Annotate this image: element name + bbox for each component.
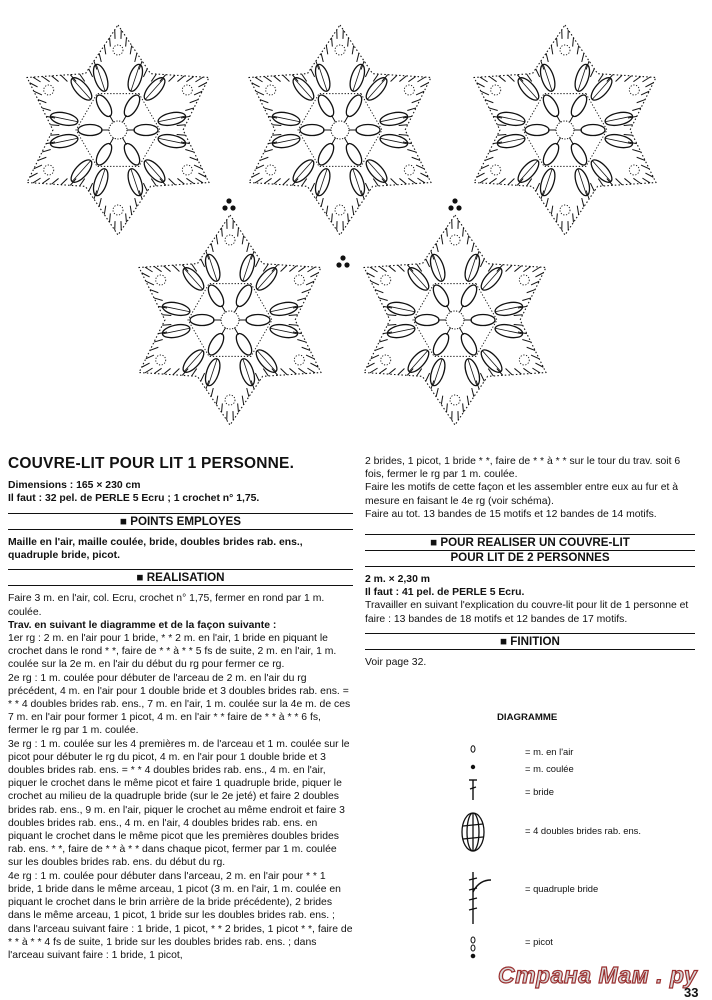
star-motif	[364, 215, 546, 425]
crochet-motif-diagram	[0, 0, 712, 440]
section-header-couvre-lit	[365, 534, 695, 567]
star-motif	[249, 25, 431, 235]
slip-stitch-icon	[471, 765, 475, 769]
page-title: COUVRE-LIT POUR LIT 1 PERSONNE.	[8, 455, 295, 472]
legend-label-picot: = picot	[525, 936, 553, 947]
legend-title: DIAGRAMME	[497, 712, 558, 723]
materials: Il faut : 32 pel. de PERLE 5 Ecru ; 1 crochet n° 1,75.	[8, 493, 260, 505]
star-motif	[27, 25, 209, 235]
realisation-intro: Faire 3 m. en l'air, col. Ecru, crochet n° 1,75, fermer en rond par 1 m. coulée.	[8, 593, 325, 618]
row-2: 2e rg : 1 m. coulée pour débuter de l'arceau de 2 m. en l'air du rg précédent, 4 m. en l'air pour 1 double bride et 3 doubles brides rab. ens. = * * 4 doubles brides rab. ens., 7 m. en l'air, 1 m. coulée sur la 4e m. de ces 7 m. en l'air pour former 1 picot, 4 m. en l'air * * faire de * * à * * 6 fs, fermer le rg par 1 m. coulée.	[8, 672, 351, 737]
row-1: 1er rg : 2 m. en l'air pour 1 bride, * * 2 m. en l'air, 1 bride en piquant le crochet dans le rond * *, faire de * * à * * 5 fs de suite, 2 m. en l'air, 1 m. coulée sur la 2e m. en l'air du début du rg pour fermer ce rg.	[8, 633, 337, 671]
right-column	[365, 455, 695, 669]
site-watermark: Страна Мам . ру	[498, 962, 698, 988]
left-column	[8, 455, 353, 962]
cluster-stitch-icon	[462, 813, 484, 851]
picot-icon	[471, 937, 475, 958]
section-header-points: ■ POINTS EMPLOYES	[8, 513, 353, 530]
star-motif	[139, 215, 321, 425]
couvre-text: Travailler en suivant l'explication du couvre-lit pour lit de 1 personne et faire : 13 bandes de 18 motifs et 12 bandes de 17 motifs.	[365, 600, 689, 625]
finition-text: Voir page 32.	[365, 657, 427, 669]
treble-stitch-icon	[469, 780, 477, 800]
legend-label-cluster: = 4 doubles brides rab. ens.	[525, 825, 641, 836]
page-number: 33	[684, 985, 699, 1000]
row-4-continued: 2 brides, 1 picot, 1 bride * *, faire de * * à * * sur le tour du trav. soit 6 fois, fermer le rg par 1 m. coulée.	[365, 456, 681, 481]
legend-label-quadruple: = quadruple bride	[525, 883, 599, 894]
points-text: Maille en l'air, maille coulée, bride, doubles brides rab. ens., quadruple bride, picot.	[8, 536, 303, 562]
legend-symbols	[367, 712, 667, 962]
quadruple-treble-icon	[469, 872, 491, 924]
row-4: 4e rg : 1 m. coulée pour débuter dans l'arceau, 2 m. en l'air pour * * 1 bride, 1 bride dans le même arceau, 1 picot (3 m. en l'air, 1 m. coulée en piquant le crochet dans le brin arrière de la bride précédente), 2 brides dans le même arceau, 1 picot, 1 bride sur les doubles brides rab. ens. ; dans l'arceau suivant faire : 1 bride, 1 picot, * * 2 brides, 1 picot * *, faire de * * à * * 4 fs de suite, 1 bride sur les doubles brides rab. ens. ; dans l'arceau suivant faire : 1 bride, 1 picot,	[8, 870, 353, 961]
couvre-header-line-2: POUR LIT DE 2 PERSONNES	[450, 551, 610, 565]
assembly-text: Faire les motifs de cette façon et les assembler entre eux au fur et à mesure en faisant le 4e rg (voir schéma).	[365, 482, 679, 507]
chain-stitch-icon	[471, 746, 475, 752]
couvre-materials: Il faut : 41 pel. de PERLE 5 Ecru.	[365, 587, 525, 599]
couvre-dimensions: 2 m. × 2,30 m	[365, 574, 430, 586]
join-point	[448, 198, 461, 210]
bands-text: Faire au tot. 13 bandes de 15 motifs et 12 bandes de 14 motifs.	[365, 508, 657, 520]
row-3: 3e rg : 1 m. coulée sur les 4 premières m. de l'arceau et 1 m. coulée sur le picot pour débuter le rg du picot, 4 m. en l'air pour 1 double bride et 3 doubles brides rab. ens. = * * 4 doubles brides rab. ens., 4 m. en l'air, piquer le crochet dans le même picot et faire 1 quadruple bride, piquer le crochet au milieu de la quadruple bride (sur le 2e jeté) et faire 2 doubles brides rab. ens., 9 m. en l'air, piquer le crochet au même endroit et faire 3 doubles brides rab. ens., 4 m. en l'air, 4 doubles brides rab. ens. en piquant le crochet dans le même picot que les premières doubles brides rab. ens. * *, faire de * * à * * dans chaque picot, fermer par 1 m. coulée sur les doubles brides rab. ens. du début du rg.	[8, 738, 350, 869]
section-header-realisation: ■ REALISATION	[8, 569, 353, 586]
join-point	[222, 198, 235, 210]
section-header-finition: ■ FINITION	[365, 633, 695, 650]
legend-label-treble: = bride	[525, 786, 554, 797]
diagram-legend	[367, 712, 667, 962]
dimensions: Dimensions : 165 × 230 cm	[8, 480, 141, 492]
star-motif	[474, 25, 656, 235]
couvre-header-line-1: ■ POUR REALISER UN COUVRE-LIT	[365, 536, 695, 551]
legend-label-slip: = m. coulée	[525, 763, 574, 774]
trav-title: Trav. en suivant le diagramme et de la façon suivante :	[8, 619, 277, 631]
legend-label-chain: = m. en l'air	[525, 746, 574, 757]
join-point	[336, 255, 349, 267]
